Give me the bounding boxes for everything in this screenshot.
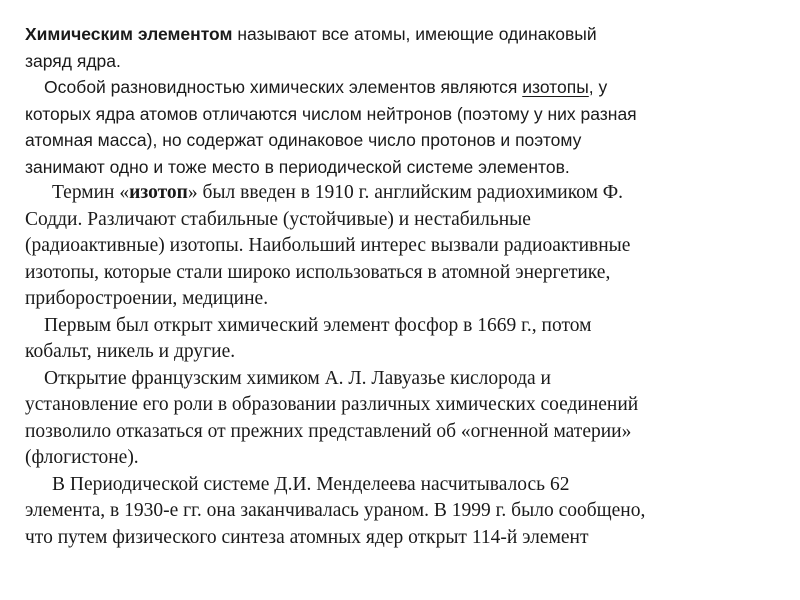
p3-line-1 <box>25 180 745 207</box>
p1-line-2: заряд ядра. <box>25 50 121 71</box>
isotopes-link[interactable]: изотопы <box>522 77 589 97</box>
p2-line-1-after: , у <box>588 77 608 97</box>
p2-line-1-before: Особой разновидностью химических элементов являются <box>44 77 523 97</box>
p1-line-1-text: называют все атомы, имеющие одинаковый <box>232 24 597 44</box>
p2-line-1 <box>25 74 745 101</box>
p5-line-4: (флогистоне). <box>25 447 139 468</box>
p3-line-3: (радиоактивные) изотопы. Наибольший интерес вызвали радиоактивные <box>25 235 631 256</box>
p1-line-1 <box>25 21 745 48</box>
p5-line-2: установление его роли в образовании различных химических соединений <box>25 394 639 415</box>
p4-line-1: Первым был открыт химический элемент фосфор в 1669 г., потом <box>44 314 592 336</box>
p2-line-3: атомная масса), но содержат одинаковое число протонов и поэтому <box>25 130 582 150</box>
p3-line-1-before: Термин « <box>52 182 130 203</box>
p2-line-2: которых ядра атомов отличаются числом нейтронов (поэтому у них разная <box>25 103 637 124</box>
p4-line-2: кобальт, никель и другие. <box>25 341 236 362</box>
term-isotope: изотоп <box>129 182 188 203</box>
p5-line-3: позволило отказаться от прежних представлений об «огненной материи» <box>25 420 632 442</box>
p3-line-4: изотопы, которые стали широко использоваться в атомной энергетике, <box>25 261 611 283</box>
p3-line-1-after: » был введен в 1910 г. английским радиохимиком Ф. <box>187 182 624 203</box>
p6-line-2: элемента, в 1930-е гг. она заканчивалась ураном. В 1999 г. было сообщено, <box>25 500 646 521</box>
p3-line-5: приборостроении, медицине. <box>25 288 269 309</box>
p5-line-1: Открытие французским химиком А. Л. Лавуазье кислорода и <box>44 367 551 389</box>
p6-line-3: что путем физического синтеза атомных ядер открыт 114-й элемент <box>25 526 589 548</box>
p2-line-4: занимают одно и тоже место в периодической системе элементов. <box>25 156 570 177</box>
term-chemical-element: Химическим элементом <box>25 24 233 44</box>
text-body <box>25 21 745 551</box>
p3-line-2: Содди. Различают стабильные (устойчивые) и нестабильные <box>25 208 531 230</box>
p6-line-1: В Периодической системе Д.И. Менделеева насчитывалось 62 <box>52 473 570 495</box>
